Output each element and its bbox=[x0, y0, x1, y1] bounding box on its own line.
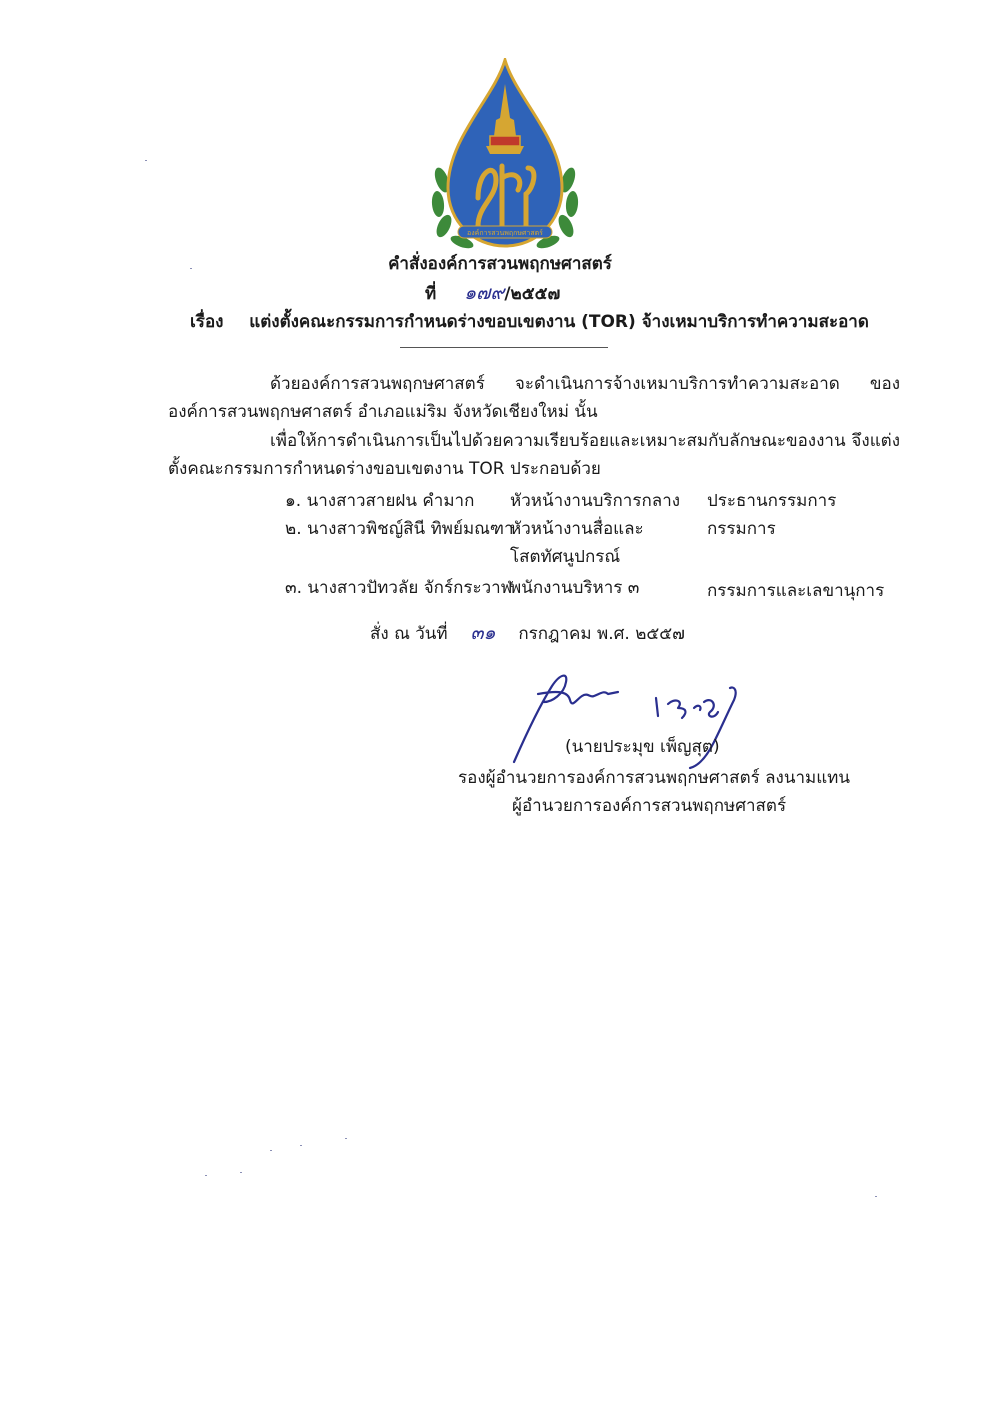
subject-label: เรื่อง bbox=[190, 312, 224, 332]
signer-position-line2: ผู้อำนวยการองค์การสวนพฤกษศาสตร์ bbox=[512, 796, 787, 816]
subject-line bbox=[190, 308, 869, 335]
body-paragraph-1: ด้วยองค์การสวนพฤกษศาสตร์ จะดำเนินการจ้างเหมาบริการทำความสะอาด ขององค์การสวนพฤกษศาสตร์ อำเภอแม่ริม จังหวัดเชียงใหม่ นั้น bbox=[168, 374, 900, 422]
order-number-handwritten: ๑๗๙ bbox=[464, 282, 505, 304]
scan-speck bbox=[270, 1150, 272, 1151]
member-3-position: พนักงานบริหาร ๓ bbox=[510, 578, 640, 598]
order-number-label: ที่ bbox=[425, 284, 437, 304]
title-divider bbox=[400, 347, 608, 348]
org-emblem-icon bbox=[428, 58, 582, 254]
member-2-position: หัวหน้างานสื่อและ bbox=[510, 519, 644, 539]
scan-speck bbox=[875, 1196, 877, 1197]
member-3-role: กรรมการและเลขานุการ bbox=[707, 581, 885, 601]
issue-date-line bbox=[370, 618, 685, 648]
member-2-role: กรรมการ bbox=[707, 519, 776, 539]
scan-speck bbox=[145, 160, 147, 161]
order-number-year: /๒๕๕๗ bbox=[504, 284, 561, 304]
issue-prefix: สั่ง ณ วันที่ bbox=[370, 624, 448, 644]
body-paragraph-2: เพื่อให้การดำเนินการเป็นไปด้วยความเรียบร้อยและเหมาะสมกับลักษณะของงาน จึงแต่งตั้งคณะกรรมการกำหนดร่างขอบเขตงาน TOR ประกอบด้วย bbox=[168, 431, 900, 479]
scan-speck bbox=[205, 1175, 207, 1176]
issue-day-handwritten: ๓๑ bbox=[470, 622, 496, 644]
scan-speck bbox=[240, 1172, 242, 1173]
member-2-position-line2: โสตทัศนูปกรณ์ bbox=[510, 547, 621, 567]
scan-speck bbox=[190, 268, 192, 269]
member-2-name: ๒. นางสาวพิชญ์สินี ทิพย์มณฑา bbox=[285, 519, 514, 539]
order-number-line bbox=[425, 278, 560, 308]
scan-speck bbox=[300, 1145, 302, 1146]
signer-position-line1: รองผู้อำนวยการองค์การสวนพฤกษศาสตร์ ลงนามแทน bbox=[458, 768, 851, 788]
signer-name: (นายประมุข เพ็ญสุต) bbox=[565, 737, 720, 757]
order-title: คำสั่งองค์การสวนพฤกษศาสตร์ bbox=[388, 254, 612, 274]
scan-speck bbox=[345, 1138, 347, 1139]
emblem-ring-text: องค์การสวนพฤกษศาสตร์ bbox=[467, 229, 543, 237]
issue-suffix: กรกฎาคม พ.ศ. ๒๕๕๗ bbox=[518, 624, 685, 644]
subject-text: แต่งตั้งคณะกรรมการกำหนดร่างขอบเขตงาน (TOR) จ้างเหมาบริการทำความสะอาด bbox=[249, 312, 869, 332]
member-1-name: ๑. นางสาวสายฝน คำมาก bbox=[285, 491, 475, 511]
member-1-position: หัวหน้างานบริการกลาง bbox=[510, 491, 681, 511]
member-1-role: ประธานกรรมการ bbox=[707, 491, 837, 511]
member-3-name: ๓. นางสาวปัทวลัย จักร์กระวาฬ bbox=[285, 578, 513, 598]
